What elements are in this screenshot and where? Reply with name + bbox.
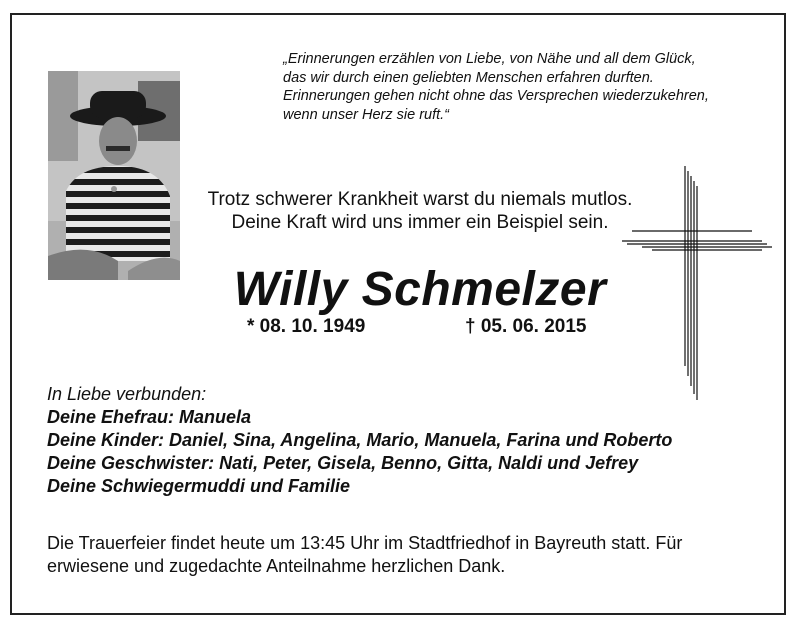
motto bbox=[170, 188, 670, 234]
family-member: Deine Schwiegermuddi und Familie bbox=[47, 476, 351, 496]
portrait-photo-image bbox=[48, 71, 180, 280]
quote-line: Erinnerungen gehen nicht ohne das Versprechen wiederzukehren, bbox=[283, 88, 709, 104]
service-notice: Die Trauerfeier findet heute um 13:45 Uhr im Stadtfriedhof in Bayreuth statt. Für erwiesene und zugedachte Anteilnahme herzlichen Dank. bbox=[47, 533, 683, 576]
motto-line: Deine Kraft wird uns immer ein Beispiel sein. bbox=[231, 212, 609, 233]
quote-block bbox=[283, 50, 783, 124]
family-member: Deine Ehefrau: Manuela bbox=[47, 407, 252, 427]
quote-line: wenn unser Herz sie ruft.“ bbox=[283, 106, 450, 123]
deceased-name: Willy Schmelzer bbox=[233, 263, 607, 316]
family-member: Deine Kinder: Daniel, Sina, Angelina, Mario, Manuela, Farina und Roberto bbox=[47, 430, 673, 450]
family-section bbox=[47, 383, 787, 498]
birth-date: * 08. 10. 1949 bbox=[247, 316, 366, 337]
family-member: Deine Geschwister: Nati, Peter, Gisela, Benno, Gitta, Naldi und Jefrey bbox=[47, 453, 639, 473]
quote-line: „Erinnerungen erzählen von Liebe, von Nähe und all dem Glück, bbox=[283, 51, 696, 67]
death-date: † 05. 06. 2015 bbox=[465, 316, 587, 337]
motto-line: Trotz schwerer Krankheit warst du niemals mutlos. bbox=[207, 189, 633, 210]
family-intro: In Liebe verbunden: bbox=[47, 384, 207, 404]
portrait-photo bbox=[48, 71, 180, 280]
quote-line: das wir durch einen geliebten Menschen erfahren durften. bbox=[283, 69, 654, 86]
